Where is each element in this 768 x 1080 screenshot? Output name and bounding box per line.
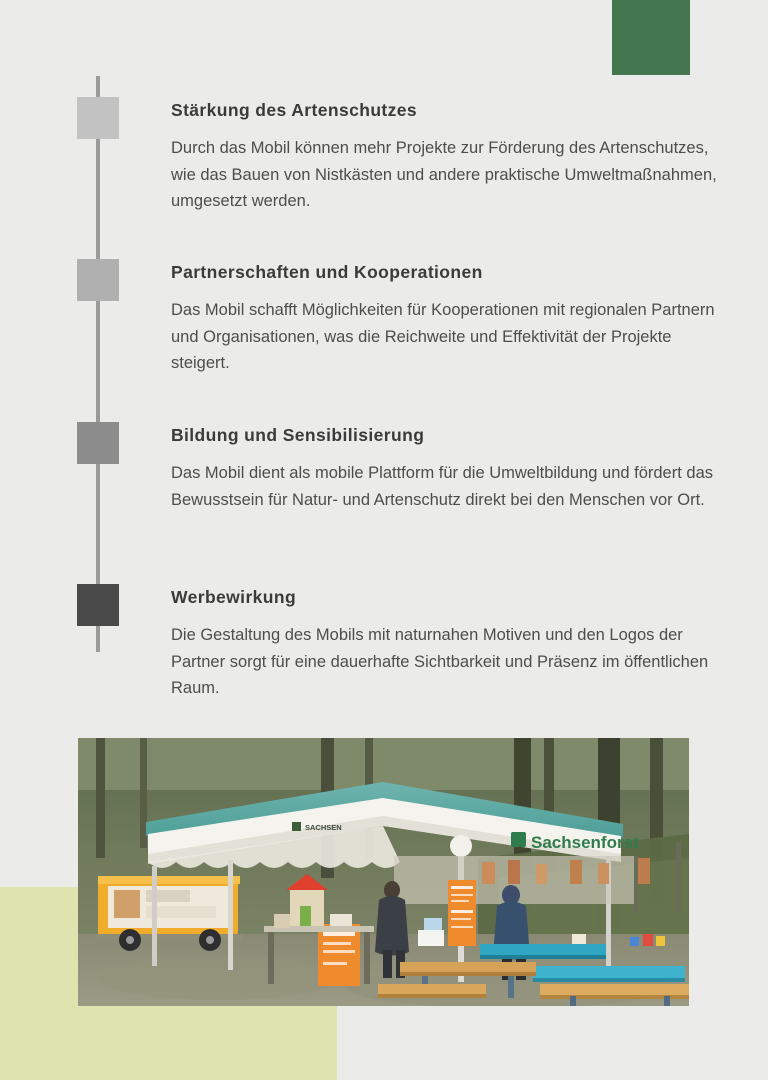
timeline-marker-3 bbox=[77, 422, 119, 464]
photo-illustration bbox=[78, 738, 689, 1006]
section-partnerschaften bbox=[171, 262, 731, 377]
photo-info-stand bbox=[78, 738, 689, 1006]
timeline-marker-1 bbox=[77, 97, 119, 139]
tent-brand-logo bbox=[511, 832, 639, 852]
section-werbewirkung bbox=[171, 587, 731, 702]
section-heading: Bildung und Sensibilisierung bbox=[171, 425, 425, 445]
section-artenschutz bbox=[171, 100, 731, 215]
svg-text:Sachsenforst: Sachsenforst bbox=[531, 833, 639, 852]
section-heading: Partnerschaften und Kooperationen bbox=[171, 262, 483, 282]
tent-secondary-logo bbox=[292, 822, 342, 832]
section-body: Das Mobil schafft Möglichkeiten für Kooperationen mit regionalen Partnern und Organisationen, was die Reichweite und Effektivität der Projekte steigert. bbox=[171, 301, 715, 373]
section-body: Die Gestaltung des Mobils mit naturnahen Motiven und den Logos der Partner sorgt für eine dauerhafte Sichtbarkeit und Präsenz im öffentlichen Raum. bbox=[171, 626, 709, 698]
svg-text:SACHSEN: SACHSEN bbox=[305, 823, 342, 832]
timeline-marker-2 bbox=[77, 259, 119, 301]
section-heading: Werbewirkung bbox=[171, 587, 297, 607]
section-heading: Stärkung des Artenschutzes bbox=[171, 100, 418, 120]
section-body: Das Mobil dient als mobile Plattform für die Umweltbildung und fördert das Bewusstsein für Natur- und Artenschutz direkt bei den Menschen vor Ort. bbox=[171, 464, 714, 509]
timeline-marker-4 bbox=[77, 584, 119, 626]
section-bildung bbox=[171, 425, 731, 513]
section-body: Durch das Mobil können mehr Projekte zur Förderung des Artenschutzes, wie das Bauen von Nistkästen und andere praktische Umweltmaßnahmen, umgesetzt werden. bbox=[171, 139, 717, 211]
